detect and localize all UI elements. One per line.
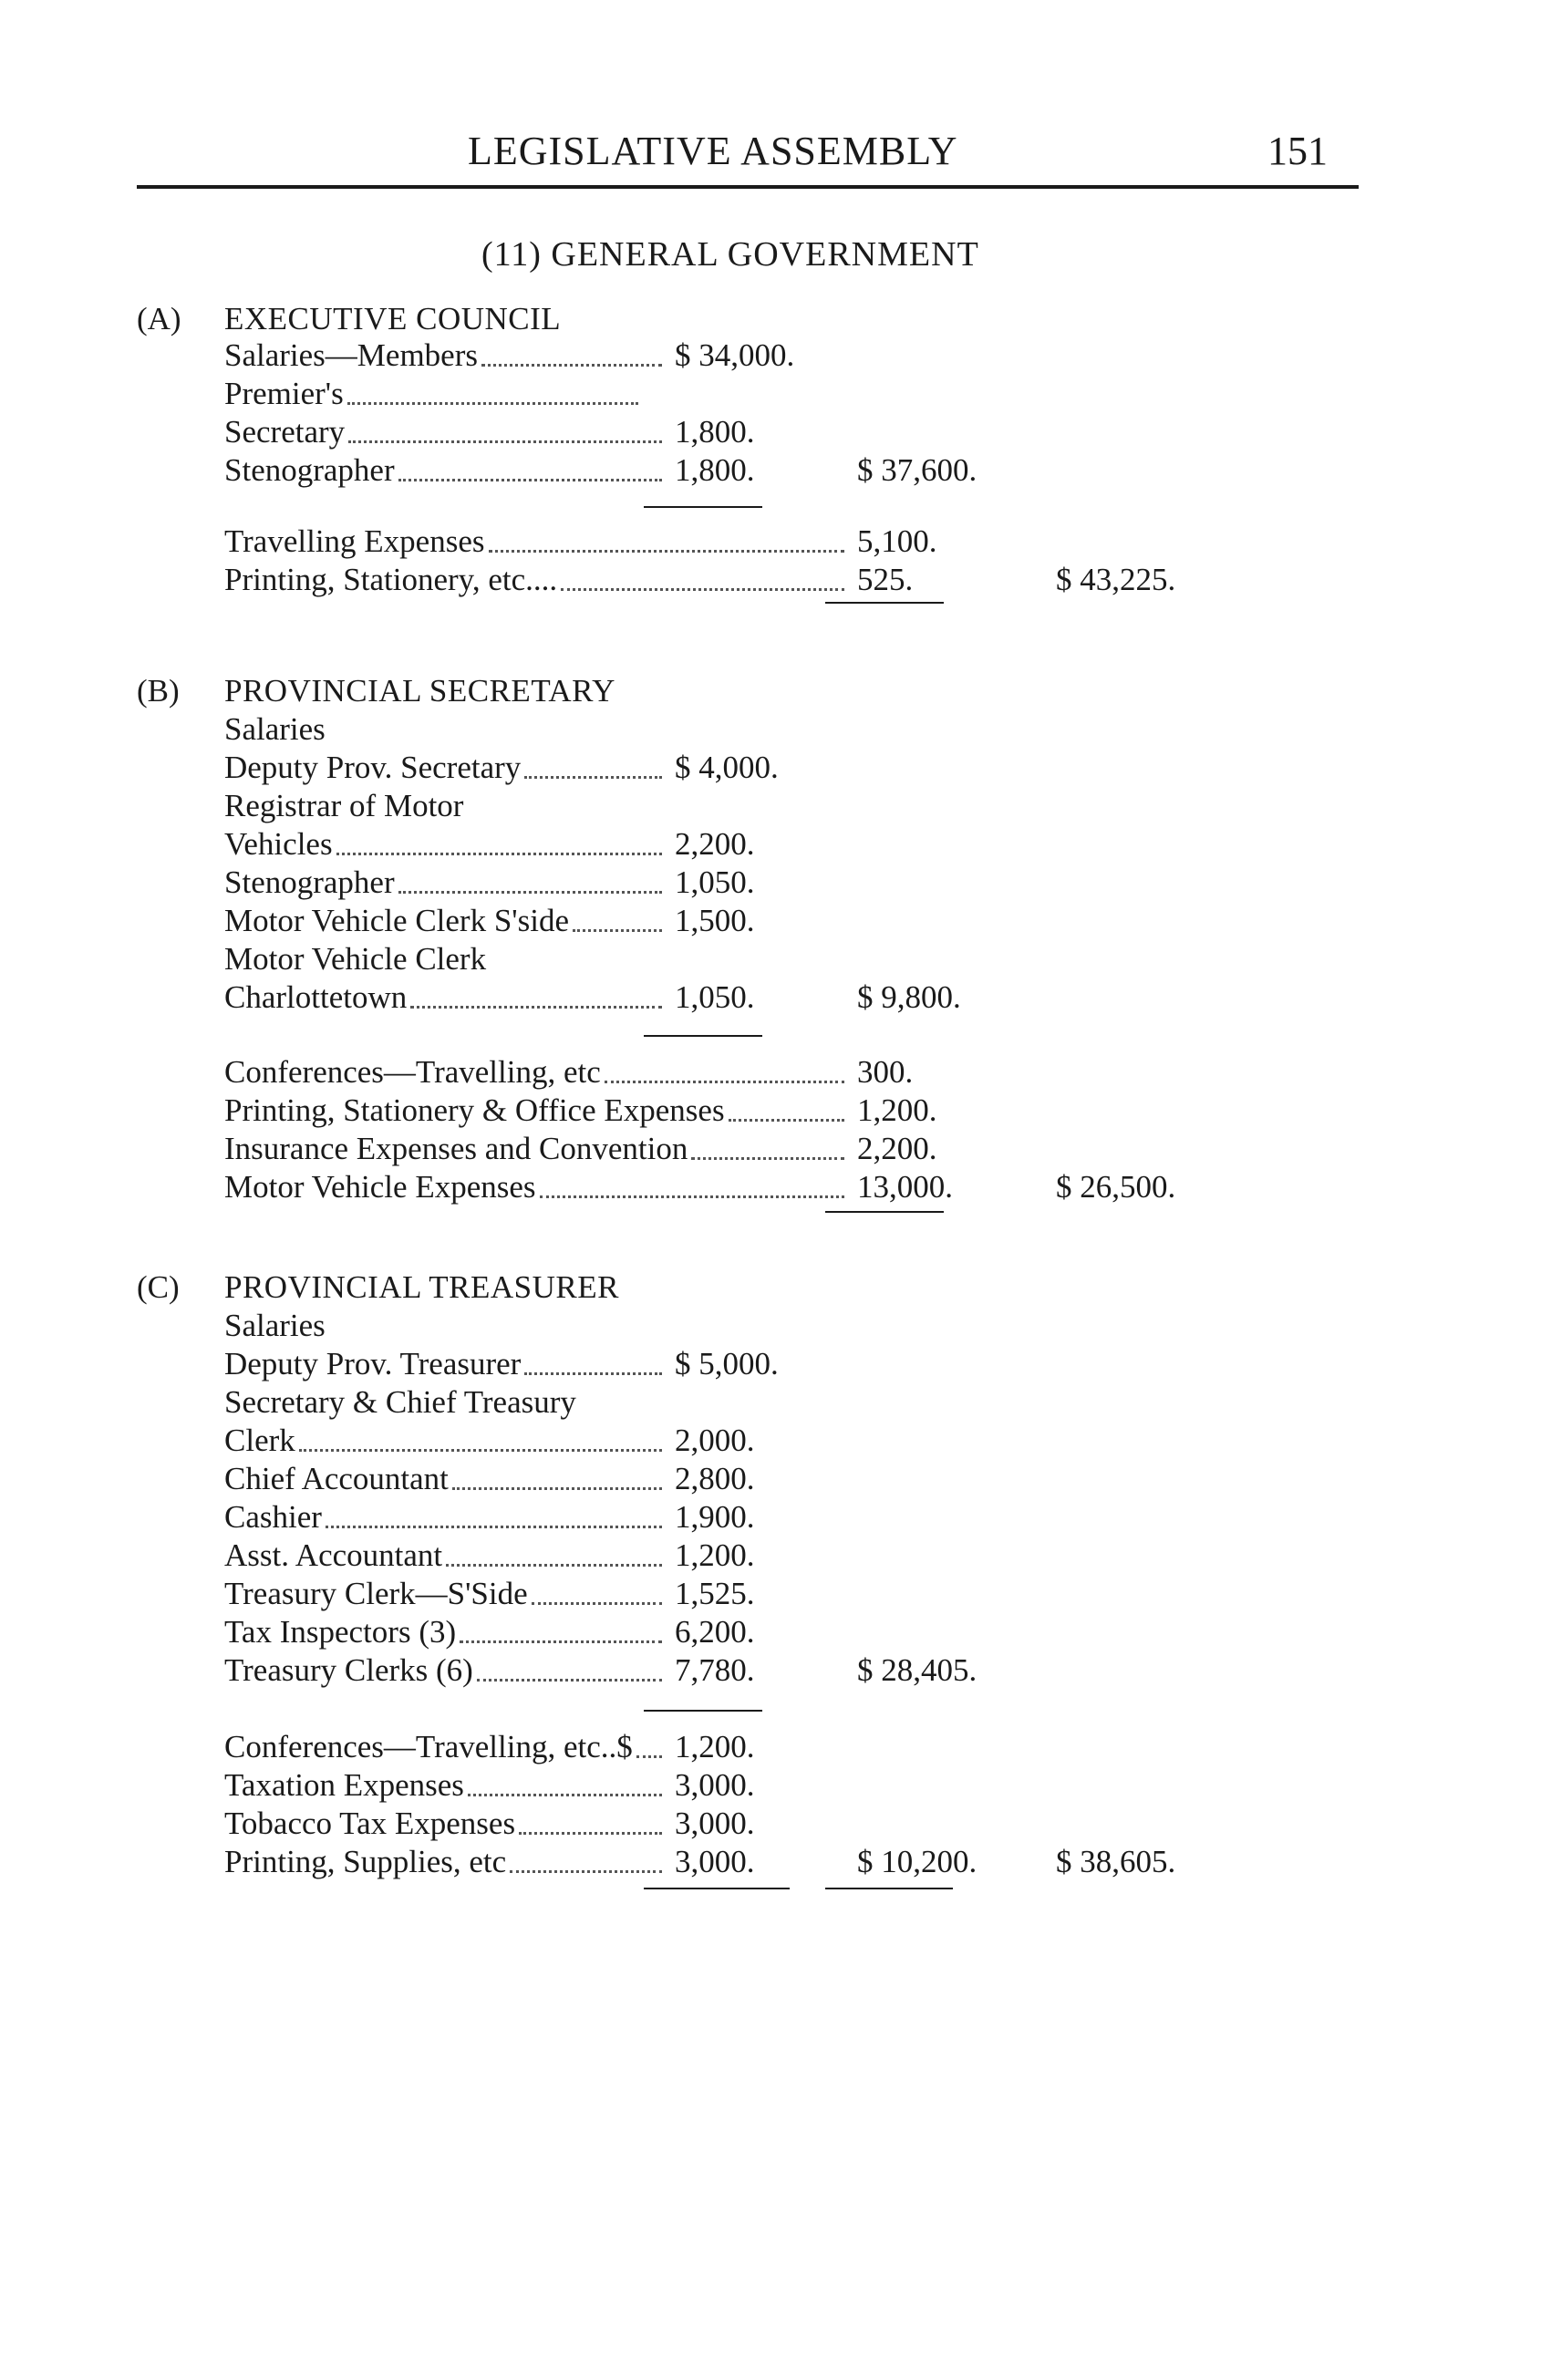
leader-dots [489,550,844,553]
leader-dots [532,1602,662,1605]
section-letter: (C) [137,1269,180,1305]
line-label: Stenographer [224,864,395,900]
line-item [0,1652,1541,1691]
subtotal-rule [825,602,944,604]
line-label: Conferences—Travelling, etc [224,1054,601,1090]
amount-col1: $ 4,000. [675,750,779,785]
line-label: Treasury Clerks (6) [224,1652,473,1688]
line-label: Travelling Expenses [224,523,485,559]
leader-dots [446,1564,662,1567]
section-heading-row [0,673,1541,711]
amount-col2: 13,000. [857,1169,953,1205]
leader-dots [524,776,662,779]
line-label: Deputy Prov. Treasurer [224,1346,522,1381]
leader-dots [348,440,662,443]
amount-col2: 5,100. [857,523,937,559]
leader-dots [398,479,662,481]
section-letter: (B) [137,673,180,709]
amount-col1: 1,800. [675,452,755,488]
amount-col3: $ 38,605. [1056,1844,1176,1879]
leader-dots [561,588,844,591]
amount-col1: 1,200. [675,1729,755,1764]
subtotal-rule [825,1888,953,1889]
amount-col2: 2,200. [857,1131,937,1166]
line-item [0,414,1541,452]
amount-col1: 3,000. [675,1844,755,1879]
line-label: Premier's [224,376,344,411]
leader-dots [347,402,638,405]
line-item [0,1308,1541,1346]
line-item [0,1614,1541,1652]
leader-dots [481,364,662,367]
amount-col1: 2,200. [675,826,755,862]
line-item [0,788,1541,826]
leader-dots [477,1679,662,1682]
line-item [0,1092,1541,1131]
amount-col2: 1,200. [857,1092,937,1128]
amount-col2: $ 9,800. [857,979,961,1015]
line-label: Charlottetown [224,979,408,1015]
leader-dots [410,1006,662,1009]
line-item [0,1767,1541,1806]
line-label: Deputy Prov. Secretary [224,750,522,785]
amount-col1: $ 34,000. [675,337,795,373]
leader-dots [398,891,662,894]
amount-col1: 1,500. [675,903,755,938]
section-heading: PROVINCIAL SECRETARY [224,673,615,709]
section-heading: EXECUTIVE COUNCIL [224,301,562,336]
line-item [0,1729,1541,1767]
line-label: Asst. Accountant [224,1537,443,1573]
line-label: Stenographer [224,452,395,488]
line-label: Registrar of Motor [224,788,464,823]
line-item [0,1423,1541,1461]
amount-col1: 6,200. [675,1614,755,1650]
subtotal-rule [825,1211,944,1213]
amount-col1: 1,050. [675,864,755,900]
amount-col2: $ 28,405. [857,1652,977,1688]
line-label: Treasury Clerk—S'Side [224,1576,528,1611]
subtotal-rule [644,1035,762,1037]
line-label: Clerk [224,1423,295,1458]
amount-col3: $ 26,500. [1056,1169,1176,1205]
amount-col2: 300. [857,1054,914,1090]
line-item [0,523,1541,562]
line-item [0,1499,1541,1537]
line-item [0,1346,1541,1384]
leader-dots [336,853,662,855]
amount-col1: 2,000. [675,1423,755,1458]
amount-col2: $ 37,600. [857,452,977,488]
leader-dots [460,1640,662,1643]
amount-col1: 3,000. [675,1767,755,1803]
line-label: Tax Inspectors (3) [224,1614,457,1650]
line-item [0,750,1541,788]
leader-dots [691,1157,844,1160]
page-title: LEGISLATIVE ASSEMBLY [468,129,958,173]
leader-dots [510,1870,662,1873]
line-item [0,1806,1541,1844]
line-item [0,979,1541,1018]
leader-dots [540,1195,844,1198]
subtotal-rule [644,1888,790,1889]
line-label: Conferences—Travelling, etc..$ [224,1729,633,1764]
amount-col1: 1,800. [675,414,755,450]
leader-dots [729,1119,844,1122]
line-label: Secretary & Chief Treasury [224,1384,576,1420]
line-item [0,941,1541,979]
line-item [0,337,1541,376]
leader-dots [519,1832,662,1835]
amount-col2: $ 10,200. [857,1844,977,1879]
amount-col1: 1,900. [675,1499,755,1535]
amount-col1: 1,525. [675,1576,755,1611]
line-label: Printing, Stationery, etc.... [224,562,558,597]
line-label: Printing, Supplies, etc [224,1844,507,1879]
section-heading: PROVINCIAL TREASURER [224,1269,619,1305]
amount-col3: $ 43,225. [1056,562,1176,597]
line-item [0,1461,1541,1499]
leader-dots [605,1081,844,1083]
section-title: (11) GENERAL GOVERNMENT [481,235,979,274]
amount-col1: 2,800. [675,1461,755,1496]
section-heading-row [0,1269,1541,1308]
subtotal-rule [644,1710,762,1712]
leader-dots [452,1487,662,1490]
line-label: Motor Vehicle Clerk [224,941,487,977]
header-rule [137,185,1359,189]
line-item [0,562,1541,600]
line-label: Cashier [224,1499,322,1535]
amount-col1: 1,200. [675,1537,755,1573]
line-label: Tobacco Tax Expenses [224,1806,516,1841]
line-item [0,452,1541,491]
subtotal-rule [644,506,762,508]
page-number: 151 [1267,129,1328,173]
line-label: Salaries—Members [224,337,478,373]
line-label: Secretary [224,414,346,450]
amount-col1: 1,050. [675,979,755,1015]
line-item [0,1131,1541,1169]
line-item [0,826,1541,864]
line-item [0,711,1541,750]
line-label: Chief Accountant [224,1461,449,1496]
amount-col1: 7,780. [675,1652,755,1688]
line-label: Printing, Stationery & Office Expenses [224,1092,725,1128]
line-item [0,1169,1541,1207]
line-label: Salaries [224,711,326,747]
leader-dots [573,929,662,932]
line-item [0,903,1541,941]
line-label: Vehicles [224,826,333,862]
section-letter: (A) [137,301,181,336]
line-label: Insurance Expenses and Convention [224,1131,688,1166]
line-item [0,864,1541,903]
line-label: Motor Vehicle Expenses [224,1169,536,1205]
leader-dots [326,1526,662,1528]
leader-dots [468,1794,662,1796]
line-item [0,1576,1541,1614]
section-heading-row [0,301,1541,339]
leader-dots [524,1372,662,1375]
amount-col1: $ 5,000. [675,1346,779,1381]
line-item [0,376,1541,414]
amount-col1: 3,000. [675,1806,755,1841]
leader-dots [636,1755,662,1758]
line-item [0,1844,1541,1882]
line-item [0,1384,1541,1423]
amount-col2: 525. [857,562,914,597]
line-label: Motor Vehicle Clerk S'side [224,903,569,938]
leader-dots [299,1449,662,1452]
line-item [0,1537,1541,1576]
line-label: Salaries [224,1308,326,1343]
line-label: Taxation Expenses [224,1767,464,1803]
line-item [0,1054,1541,1092]
